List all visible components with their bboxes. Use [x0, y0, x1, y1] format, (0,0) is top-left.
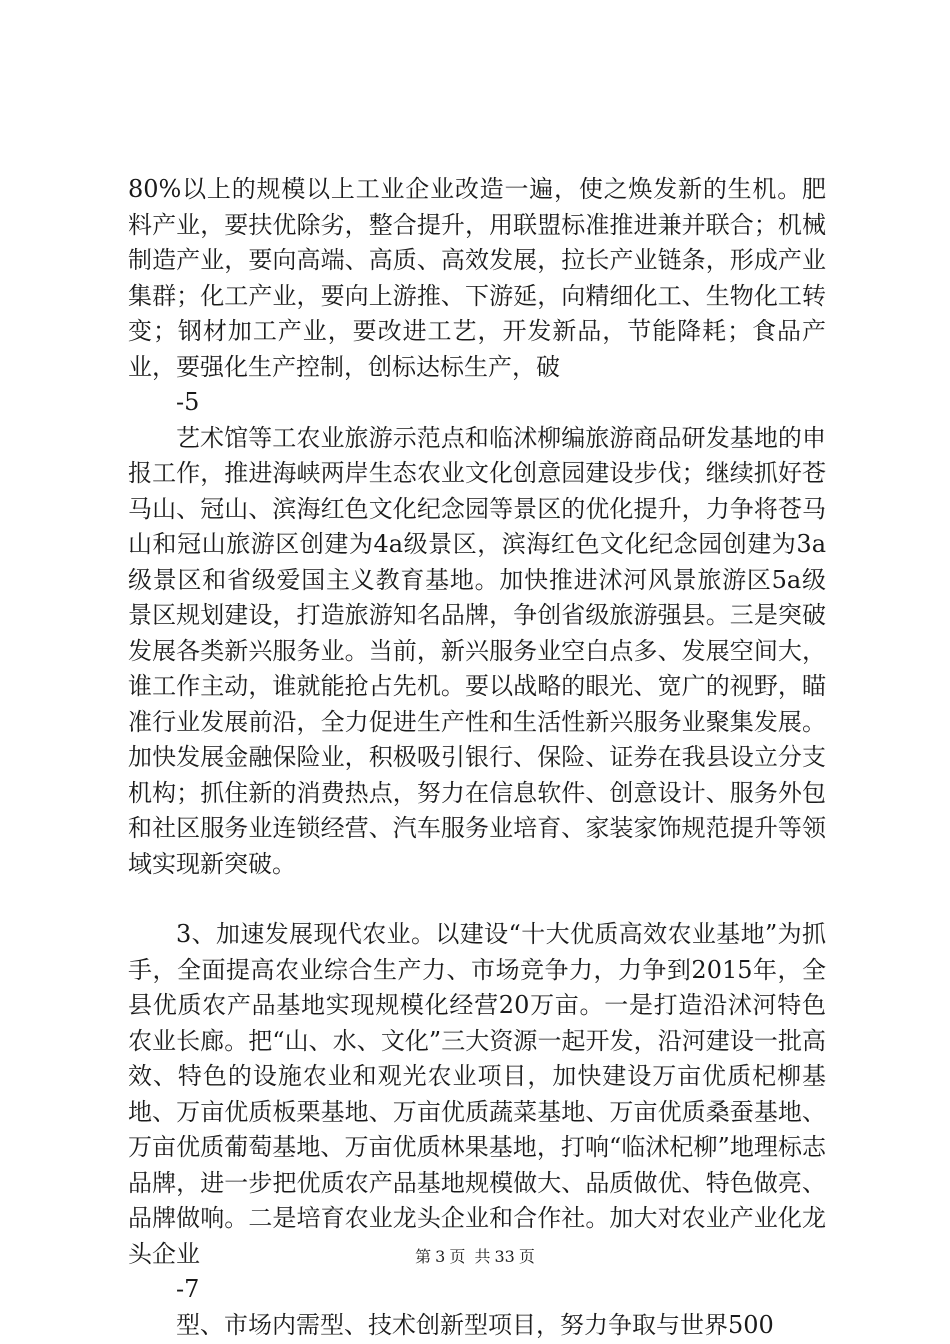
paragraph-1: 80%以上的规模以上工业企业改造一遍，使之焕发新的生机。肥料产业，要扶优除劣，整合提升，用联盟标准推进兼并联合；机械制造产业，要向高端、高质、高效发展，拉长产业链条，形成产业集群；化工产业，要向上游推、下游延，向精细化工、生物化工转变；钢材加工产业，要改进工艺，开发新品，节能降耗；食品产业，要强化生产控制，创标达标生产，破 — [128, 175, 826, 381]
page-footer — [0, 1244, 950, 1267]
paragraph-4: 型、市场内需型、技术创新型项目，努力争取与世界500 — [176, 1310, 774, 1339]
paragraph-gap — [128, 882, 826, 917]
paragraph-2: 艺术馆等工农业旅游示范点和临沭柳编旅游商品研发基地的申报工作，推进海峡两岸生态农业文化创意园建设步伐；继续抓好苍马山、冠山、滨海红色文化纪念园等景区的优化提升，力争将苍马山和冠山旅游区创建为4a级景区，滨海红色文化纪念园创建为3a级景区和省级爱国主义教育基地。加快推进沭河风景旅游区5a级景区规划建设，打造旅游知名品牌，争创省级旅游强县。三是突破发展各类新兴服务业。当前，新兴服务业空白点多、发展空间大，谁工作主动，谁就能抢占先机。要以战略的眼光、宽广的视野，瞄准行业发展前沿，全力促进生产性和生活性新兴服务业聚集发展。加快发展金融保险业，积极吸引银行、保险、证券在我县设立分支机构；抓住新的消费热点，努力在信息软件、创意设计、服务外包和社区服务业连锁经营、汽车服务业培育、家装家饰规范提升等领域实现新突破。 — [128, 423, 826, 878]
footer-total-prefix: 共 — [474, 1247, 491, 1266]
page-marker: -7 — [176, 1275, 200, 1303]
footer-page-prefix: 第 — [415, 1247, 432, 1266]
footer-page-suffix: 页 — [449, 1247, 466, 1266]
footer-total-suffix: 页 — [518, 1247, 535, 1266]
document-body — [128, 172, 826, 1343]
page-marker: -5 — [176, 388, 200, 416]
footer-total-pages: 33 — [494, 1247, 515, 1266]
footer-page-number: 3 — [435, 1247, 446, 1266]
paragraph-3: 3、加速发展现代农业。以建设“十大优质高效农业基地”为抓手，全面提高农业综合生产力、市场竞争力，力争到2015年，全县优质农产品基地实现规模化经营20万亩。一是打造沿沭河特色农业长廊。把“山、水、文化”三大资源一起开发，沿河建设一批高效、特色的设施农业和观光农业项目，加快建设万亩优质杞柳基地、万亩优质板栗基地、万亩优质蔬菜基地、万亩优质桑蚕基地、万亩优质葡萄基地、万亩优质林果基地，打响“临沭杞柳”地理标志品牌，进一步把优质农产品基地规模做大、品质做优、特色做亮、品牌做响。二是培育农业龙头企业和合作社。加大对农业产业化龙头企业 — [128, 920, 826, 1268]
